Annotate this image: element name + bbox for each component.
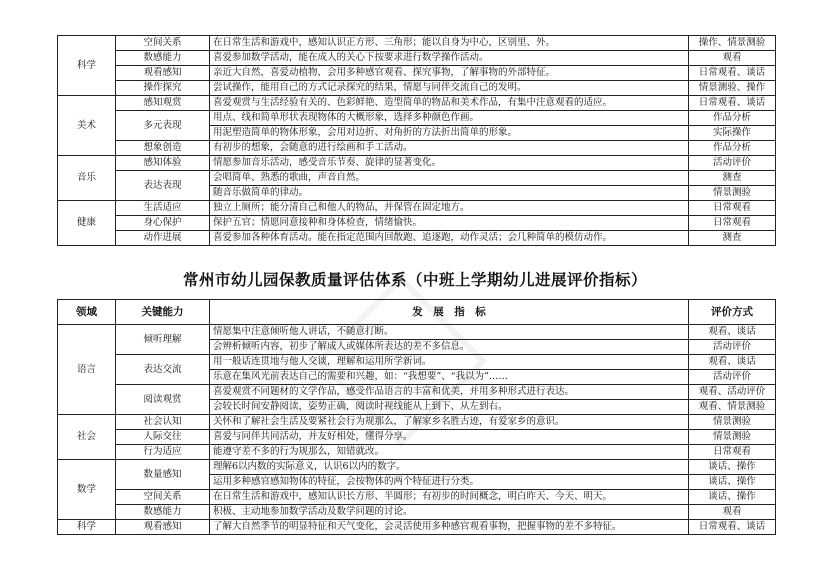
table-row (58, 171, 776, 186)
evaluation-cell: 观看 (689, 51, 776, 66)
evaluation-cell: 日常观看、谈话 (689, 66, 776, 81)
evaluation-cell: 日常观看、谈话 (689, 520, 776, 535)
domain-cell: 语言 (58, 325, 116, 415)
indicator-cell: 会较长时间安静阅读，姿势正确，阅读时视线能从上到下、从左到右。 (210, 400, 689, 415)
indicator-cell: 在日常生活和游戏中，感知认识正方形、三角形；能以自身为中心，区别里、外。 (210, 36, 689, 51)
ability-cell: 生活适应 (116, 201, 210, 216)
ability-cell: 多元表现 (116, 111, 210, 141)
ability-cell: 倾听理解 (116, 325, 210, 355)
evaluation-cell: 日常观看 (689, 201, 776, 216)
header-row (58, 300, 776, 325)
indicator-cell: 会辨析倾听内容，初步了解成人或媒体所表达的差不多信息。 (210, 340, 689, 355)
ability-cell: 观看感知 (116, 520, 210, 535)
indicator-cell: 喜爱观赏不同题材的文学作品，感受作品语言的丰富和优美，并用多种形式进行表达。 (210, 385, 689, 400)
table-row (58, 111, 776, 126)
ability-cell: 观看感知 (116, 66, 210, 81)
evaluation-cell: 观看、谈话 (689, 355, 776, 370)
indicator-cell: 保护五官；情愿同意接种和身体检查，情绪愉快。 (210, 216, 689, 231)
domain-cell: 科学 (58, 36, 116, 96)
evaluation-cell: 活动评价 (689, 370, 776, 385)
table-row (58, 66, 776, 81)
table-row (58, 81, 776, 96)
ability-cell: 数感能力 (116, 51, 210, 66)
indicator-cell: 在日常生活和游戏中，感知认识长方形、半圆形；有初步的时间概念，明白昨天、今天、明天。 (210, 490, 689, 505)
table-row (58, 201, 776, 216)
table-row (58, 430, 776, 445)
evaluation-cell: 情景测验、操作 (689, 81, 776, 96)
evaluation-cell: 情景测验 (689, 415, 776, 430)
table-row (58, 325, 776, 340)
evaluation-cell: 日常观看 (689, 445, 776, 460)
ability-cell: 想象创造 (116, 141, 210, 156)
indicator-cell: 乐意在集风光前表达自己的需要和兴趣，如：“我想要”、“我以为”…… (210, 370, 689, 385)
indicator-cell: 运用多种感官感知物体的特征，会按物体的两个特征进行分类。 (210, 475, 689, 490)
evaluation-cell: 观看、情景测验 (689, 400, 776, 415)
table-row (58, 505, 776, 520)
evaluation-cell: 操作、情景测验 (689, 36, 776, 51)
evaluation-cell: 作品分析 (689, 141, 776, 156)
ability-cell: 身心保护 (116, 216, 210, 231)
indicator-cell: 积极、主动地参加数学活动及数学问题的讨论。 (210, 505, 689, 520)
indicator-cell: 尝试操作，能用自己的方式记录探究的结果，情愿与同伴交流自己的发明。 (210, 81, 689, 96)
domain-cell: 社会 (58, 415, 116, 460)
indicator-cell: 随音乐做简单的律动。 (210, 186, 689, 201)
indicator-cell: 有初步的想象，会随意的进行绘画和手工活动。 (210, 141, 689, 156)
table-row (58, 96, 776, 111)
evaluation-cell: 测查 (689, 171, 776, 186)
column-header-domain: 领域 (58, 300, 116, 325)
indicator-cell: 理解6以内数的实际意义，认识6以内的数字。 (210, 460, 689, 475)
ability-cell: 动作进展 (116, 231, 210, 246)
evaluation-cell: 日常观看、谈话 (689, 96, 776, 111)
table-row (58, 36, 776, 51)
evaluation-cell: 日常观看 (689, 216, 776, 231)
evaluation-cell: 谈话、操作 (689, 475, 776, 490)
evaluation-cell: 谈话、操作 (689, 490, 776, 505)
ability-cell: 操作探究 (116, 81, 210, 96)
ability-cell: 感知体验 (116, 156, 210, 171)
table-row (58, 141, 776, 156)
evaluation-cell: 情景测验 (689, 430, 776, 445)
indicator-cell: 亲近大自然，喜爱动植物，会用多种感官观看、探究事物，了解事物的外部特征。 (210, 66, 689, 81)
indicator-cell: 情愿参加音乐活动，感受音乐节奏、旋律的显著变化。 (210, 156, 689, 171)
table-row (58, 51, 776, 66)
ability-cell: 社会认知 (116, 415, 210, 430)
top-indicator-table (57, 35, 776, 246)
indicator-cell: 独立上厕所；能分清自己和他人的物品，并保管在固定地方。 (210, 201, 689, 216)
indicator-cell: 用一般话连贯地与他人交谈，理解和运用所学新词。 (210, 355, 689, 370)
column-header-indicator: 发 展 指 标 (210, 300, 689, 325)
evaluation-cell: 观看 (689, 505, 776, 520)
indicator-cell: 能遵守差不多的行为规那么，知错就改。 (210, 445, 689, 460)
ability-cell: 感知观赏 (116, 96, 210, 111)
ability-cell: 空间关系 (116, 36, 210, 51)
table-row (58, 355, 776, 370)
indicator-cell: 用泥塑造简单的物体形象，会用对边折、对角折的方法折出简单的形象。 (210, 126, 689, 141)
table-row (58, 520, 776, 535)
evaluation-cell: 测查 (689, 231, 776, 246)
domain-cell: 数学 (58, 460, 116, 520)
evaluation-cell: 情景测验 (689, 186, 776, 201)
indicator-cell: 喜爱观赏与生活经验有关的、色彩鲜艳、造型简单的物品和美术作品，有集中注意观看的适应。 (210, 96, 689, 111)
evaluation-cell: 谈话、操作 (689, 460, 776, 475)
evaluation-cell: 观看、谈话 (689, 325, 776, 340)
indicator-cell: 喜爱参加数学活动，能在成人的关心下按要求进行数学操作活动。 (210, 51, 689, 66)
evaluation-cell: 实际操作 (689, 126, 776, 141)
table-row (58, 216, 776, 231)
domain-cell: 健康 (58, 201, 116, 246)
indicator-cell: 关怀和了解社会生活及要紧社会行为规那么，了解家乡名胜古迹，有爱家乡的意识。 (210, 415, 689, 430)
ability-cell: 表达交流 (116, 355, 210, 385)
table-row (58, 385, 776, 400)
domain-cell: 美术 (58, 96, 116, 156)
ability-cell: 阅读观赏 (116, 385, 210, 415)
column-header-ability: 关键能力 (116, 300, 210, 325)
column-header-evaluation: 评价方式 (689, 300, 776, 325)
domain-cell: 科学 (58, 520, 116, 535)
table-row (58, 156, 776, 171)
indicator-cell: 会唱简单、熟悉的歌曲，声音自然。 (210, 171, 689, 186)
bottom-indicator-table (57, 299, 776, 535)
evaluation-cell: 作品分析 (689, 111, 776, 126)
ability-cell: 人际交往 (116, 430, 210, 445)
ability-cell: 行为适应 (116, 445, 210, 460)
domain-cell: 音乐 (58, 156, 116, 201)
ability-cell: 空间关系 (116, 490, 210, 505)
ability-cell: 数量感知 (116, 460, 210, 490)
table-row (58, 490, 776, 505)
indicator-cell: 用点、线和简单形状表现物体的大概形象，选择多种颜色作画。 (210, 111, 689, 126)
indicator-cell: 喜爱参加各种体育活动。能在指定范围内回散跑、追逐跑，动作灵活；会几种简单的模仿动作。 (210, 231, 689, 246)
evaluation-cell: 活动评价 (689, 340, 776, 355)
table-row (58, 415, 776, 430)
evaluation-cell: 活动评价 (689, 156, 776, 171)
ability-cell: 表达表现 (116, 171, 210, 201)
ability-cell: 数感能力 (116, 505, 210, 520)
evaluation-cell: 观看、活动评价 (689, 385, 776, 400)
indicator-cell: 喜爱与同伴共同活动，并友好相处，懂得分享。 (210, 430, 689, 445)
indicator-cell: 了解大自然季节的明显特征和天气变化，会灵活使用多种感官观看事物，把握事物的差不多特征。 (210, 520, 689, 535)
table-row (58, 231, 776, 246)
page-title: 常州市幼儿园保教质量评估体系（中班上学期幼儿进展评价指标） (182, 271, 647, 289)
table-row (58, 460, 776, 475)
indicator-cell: 情愿集中注意倾听他人讲话，不随意打断。 (210, 325, 689, 340)
table-row (58, 445, 776, 460)
